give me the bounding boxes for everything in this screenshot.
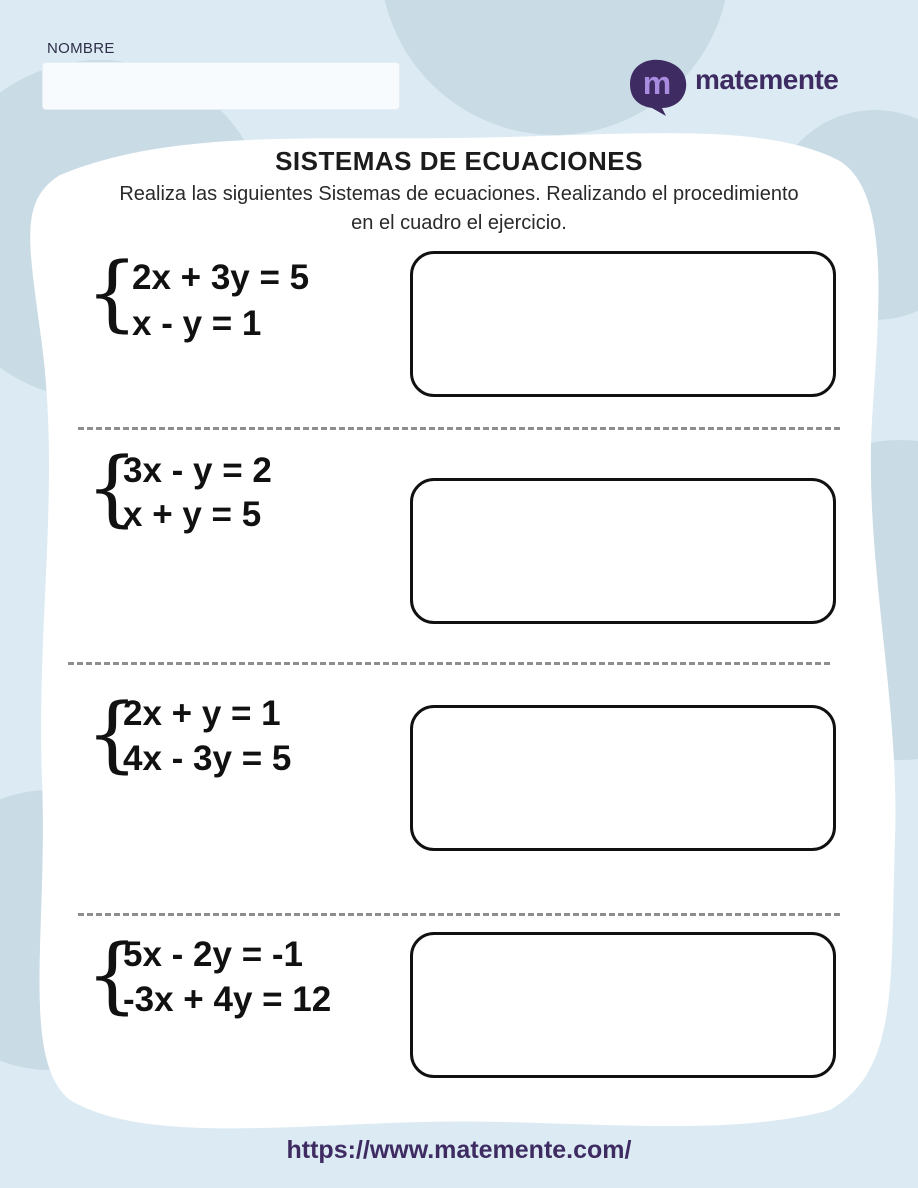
matemente-logo-icon xyxy=(622,56,692,116)
answer-box[interactable] xyxy=(410,705,836,851)
dashed-divider xyxy=(78,913,840,916)
brand-name: matemente xyxy=(695,64,839,95)
left-brace: { xyxy=(86,928,139,1023)
footer-url[interactable]: https://www.matemente.com/ xyxy=(286,1136,632,1164)
equation-1: 2x + y = 1 xyxy=(123,694,281,733)
brand-logo xyxy=(622,56,872,116)
dashed-divider xyxy=(68,662,830,665)
name-field[interactable] xyxy=(42,62,400,110)
left-brace: { xyxy=(86,246,139,341)
answer-box[interactable] xyxy=(410,251,836,397)
equation-1: 5x - 2y = -1 xyxy=(123,935,303,974)
worksheet-title: SISTEMAS DE ECUACIONES xyxy=(275,146,643,176)
worksheet-instructions: Realiza las siguientes Sistemas de ecuaciones. Realizando el procedimiento en el cuadro el ejercicio. xyxy=(119,183,799,234)
equation-2: x + y = 5 xyxy=(123,495,262,534)
equation-1: 2x + 3y = 5 xyxy=(132,258,310,297)
left-brace: { xyxy=(86,687,139,782)
answer-box[interactable] xyxy=(410,478,836,624)
logo-letter: m xyxy=(642,65,672,101)
equation-2: -3x + 4y = 12 xyxy=(123,980,332,1019)
left-brace: { xyxy=(86,441,139,536)
equation-2: x - y = 1 xyxy=(132,304,262,343)
name-label: NOMBRE xyxy=(47,40,115,57)
answer-box[interactable] xyxy=(410,932,836,1078)
equation-2: 4x - 3y = 5 xyxy=(123,739,292,778)
equation-1: 3x - y = 2 xyxy=(123,451,272,490)
dashed-divider xyxy=(78,427,840,430)
